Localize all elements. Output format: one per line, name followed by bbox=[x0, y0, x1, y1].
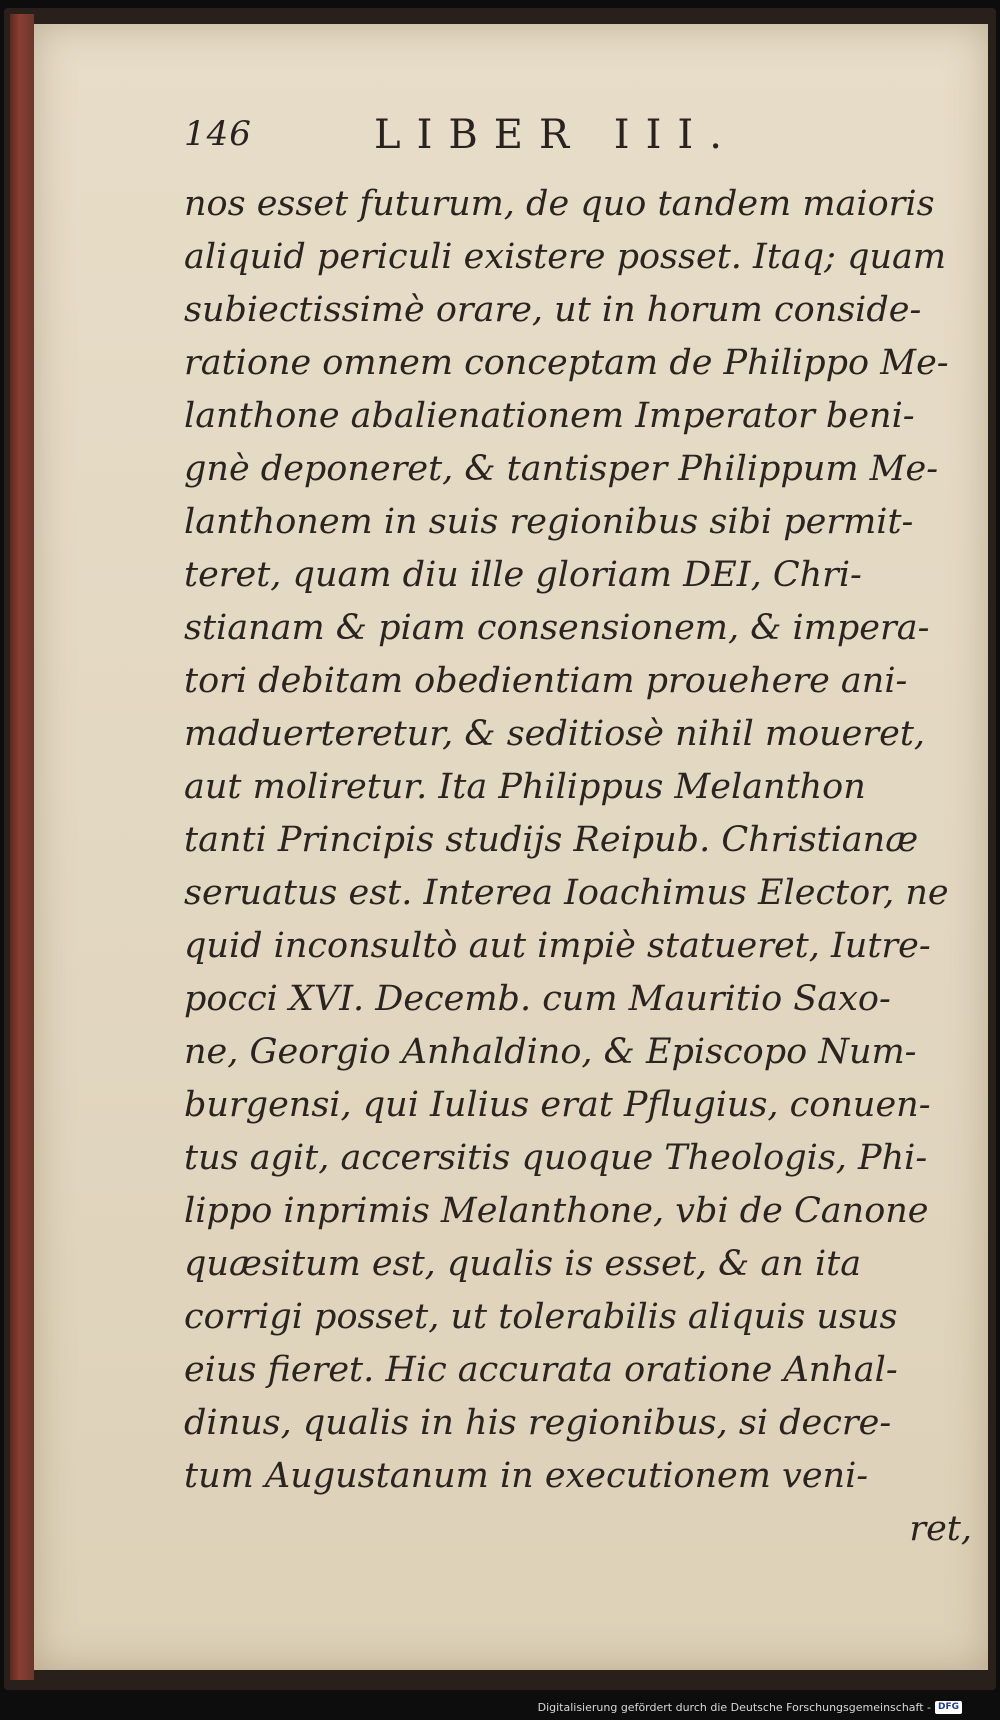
text-line: ratione omnem conceptam de Philippo Me- bbox=[184, 343, 949, 383]
spine-edge bbox=[10, 14, 34, 1680]
text-line: tum Augustanum in executionem veni- bbox=[184, 1456, 869, 1496]
text-line: tanti Principis studijs Reipub. Christianæ bbox=[184, 820, 919, 860]
body-text bbox=[184, 178, 980, 1556]
text-line: lippo inprimis Melanthone, vbi de Canone bbox=[184, 1191, 929, 1231]
text-line: stianam & piam consensionem, & impera- bbox=[184, 608, 930, 648]
page-content bbox=[184, 106, 980, 1549]
book-page bbox=[34, 24, 988, 1670]
running-head: LIBER III. bbox=[374, 112, 738, 158]
text-line: quid inconsultò aut impiè statueret, Iutre- bbox=[184, 926, 931, 966]
dfg-logo: DFG bbox=[935, 1701, 962, 1714]
page-header bbox=[184, 106, 980, 174]
text-line: maduerteretur, & seditiosè nihil moueret, bbox=[184, 714, 926, 754]
page-number: 146 bbox=[184, 114, 252, 154]
credit-text: Digitalisierung gefördert durch die Deutsche Forschungsgemeinschaft - bbox=[537, 1701, 931, 1714]
text-line: quæsitum est, qualis is esset, & an ita bbox=[184, 1244, 862, 1284]
text-line: pocci XVI. Decemb. cum Mauritio Saxo- bbox=[184, 979, 891, 1019]
text-line: corrigi posset, ut tolerabilis aliquis usus bbox=[184, 1297, 898, 1337]
text-line: gnè deponeret, & tantisper Philippum Me- bbox=[184, 449, 939, 489]
text-line: aut moliretur. Ita Philippus Melanthon bbox=[184, 767, 866, 807]
text-line: teret, quam diu ille gloriam DEI, Chri- bbox=[184, 555, 862, 595]
text-line: burgensi, qui Iulius erat Pflugius, conuen- bbox=[184, 1085, 931, 1125]
text-line: lanthonem in suis regionibus sibi permit- bbox=[184, 502, 914, 542]
text-line: aliquid periculi existere posset. Itaq; quam bbox=[184, 237, 947, 277]
text-line: subiectissimè orare, ut in horum conside- bbox=[184, 290, 922, 330]
text-line: eius fieret. Hic accurata oratione Anhal- bbox=[184, 1350, 898, 1390]
text-line: ne, Georgio Anhaldino, & Episcopo Num- bbox=[184, 1032, 917, 1072]
text-line: seruatus est. Interea Ioachimus Elector, ne bbox=[184, 873, 949, 913]
catchword: ret, bbox=[909, 1509, 972, 1549]
text-line: lanthone abalienationem Imperator beni- bbox=[184, 396, 915, 436]
text-line: tus agit, accersitis quoque Theologis, Phi- bbox=[184, 1138, 928, 1178]
text-line: nos esset futurum, de quo tandem maioris bbox=[184, 184, 935, 224]
text-line: dinus, qualis in his regionibus, si decre- bbox=[184, 1403, 892, 1443]
text-line: tori debitam obedientiam prouehere ani- bbox=[184, 661, 908, 701]
digitization-credit bbox=[538, 1701, 962, 1714]
